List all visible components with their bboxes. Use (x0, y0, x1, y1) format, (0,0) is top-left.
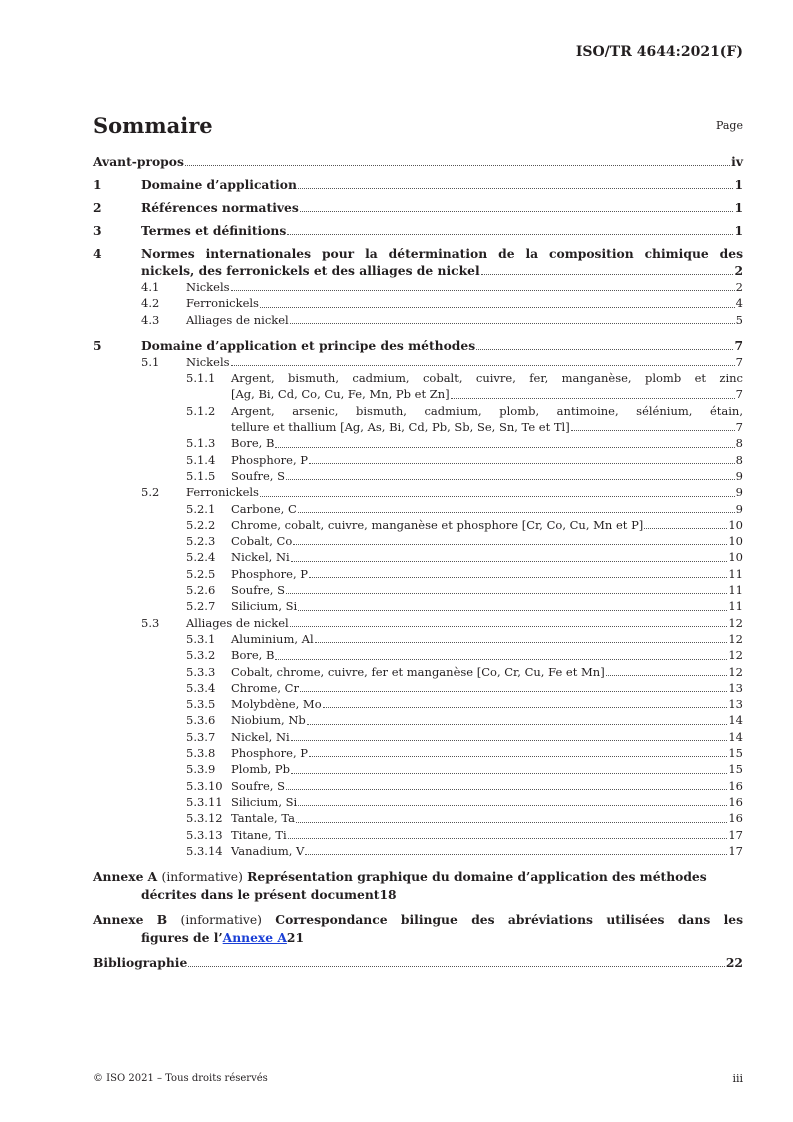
dot-leader (286, 479, 735, 480)
dot-leader (644, 528, 727, 529)
dot-leader (290, 626, 728, 627)
toc-entry-5-2-7[interactable]: 5.2.7 Silicium, Si 11 (186, 599, 743, 614)
toc-entry-5-2-5[interactable]: 5.2.5 Phosphore, P 11 (186, 566, 743, 581)
toc-entry-5-1-3[interactable]: 5.1.3 Bore, B 8 (186, 436, 743, 451)
dot-leader (296, 822, 727, 823)
toc-entry-5-1-1[interactable]: 5.1.1 Argent, bismuth, cadmium, cobalt, cuivre, fer, manganèse, plomb et zinc [Ag, Bi, Cd, Co, Cu, Fe, Mn, Pb et Zn] 7 (186, 371, 743, 402)
dot-leader (188, 966, 725, 967)
toc-entry-5-2-6[interactable]: 5.2.6 Soufre, S 11 (186, 583, 743, 598)
dot-leader (476, 349, 733, 350)
dot-leader (286, 789, 727, 790)
page-number: iii (732, 1072, 743, 1085)
annexe-a-link[interactable]: Annexe A (222, 930, 287, 946)
toc-entry-5-3[interactable]: 5.3 Alliages de nickel 12 (141, 615, 743, 630)
dot-leader (300, 691, 727, 692)
dot-leader (305, 854, 727, 855)
toc-entry-avant-propos[interactable]: Avant-propos iv (93, 154, 743, 169)
document-id: ISO/TR 4644:2021(F) (575, 44, 743, 60)
page-column-label: Page (715, 119, 743, 132)
toc-entry-2[interactable]: 2 Références normatives 1 (93, 200, 743, 215)
dot-leader (315, 642, 728, 643)
dot-leader (298, 805, 727, 806)
dot-leader (298, 512, 735, 513)
dot-leader (606, 675, 728, 676)
toc-entry-5-2-2[interactable]: 5.2.2 Chrome, cobalt, cuivre, manganèse et phosphore [Cr, Co, Cu, Mn et P] 10 (186, 517, 743, 532)
toc-entry-5-2-4[interactable]: 5.2.4 Nickel, Ni 10 (186, 550, 743, 565)
toc-entry-5-1-5[interactable]: 5.1.5 Soufre, S 9 (186, 468, 743, 483)
toc-entry-bibliographie[interactable]: Bibliographie 22 (93, 955, 743, 971)
toc-entry-5-3-8[interactable]: 5.3.8 Phosphore, P 15 (186, 746, 743, 761)
dot-leader (288, 838, 728, 839)
toc-entry-5-2-3[interactable]: 5.2.3 Cobalt, Co 10 (186, 534, 743, 549)
dot-leader (309, 577, 727, 578)
dot-leader (231, 365, 735, 366)
dot-leader (293, 544, 727, 545)
dot-leader (451, 398, 735, 399)
toc-entry-5-3-7[interactable]: 5.3.7 Nickel, Ni 14 (186, 729, 743, 744)
dot-leader (275, 447, 734, 448)
dot-leader (571, 430, 735, 431)
dot-leader (290, 323, 735, 324)
toc-entry-5-3-13[interactable]: 5.3.13 Titane, Ti 17 (186, 827, 743, 842)
dot-leader (275, 659, 727, 660)
dot-leader (260, 307, 735, 308)
dot-leader (298, 610, 727, 611)
toc-entry-5-3-10[interactable]: 5.3.10 Soufre, S 16 (186, 778, 743, 793)
toc-entry-1[interactable]: 1 Domaine d’application 1 (93, 177, 743, 192)
dot-leader (286, 593, 727, 594)
toc-entry-5-2-1[interactable]: 5.2.1 Carbone, C 9 (186, 501, 743, 516)
toc-entry-5[interactable]: 5 Domaine d’application et principe des méthodes 7 (93, 337, 743, 353)
dot-leader (291, 561, 728, 562)
toc-entry-5-3-6[interactable]: 5.3.6 Niobium, Nb 14 (186, 713, 743, 728)
toc-entry-5-1-2[interactable]: 5.1.2 Argent, arsenic, bismuth, cadmium, plomb, antimoine, sélénium, étain, tellure et thallium [Ag, As, Bi, Cd, Pb, Sb, Se, Sn, Te et Tl] 7 (186, 403, 743, 435)
toc-entry-5-3-4[interactable]: 5.3.4 Chrome, Cr 13 (186, 680, 743, 695)
toc-entry-4-2[interactable]: 4.2 Ferronickels 4 (141, 296, 743, 311)
dot-leader (291, 740, 728, 741)
toc-entry-3[interactable]: 3 Termes et définitions 1 (93, 223, 743, 238)
toc-entry-4-1[interactable]: 4.1 Nickels 2 (141, 280, 743, 294)
toc-entry-5-3-5[interactable]: 5.3.5 Molybdène, Mo 13 (186, 697, 743, 712)
dot-leader (260, 496, 735, 497)
dot-leader (185, 165, 730, 166)
dot-leader (300, 211, 734, 212)
dot-leader (298, 188, 734, 189)
dot-leader (309, 756, 727, 757)
toc-entry-4[interactable]: 4 Normes internationales pour la détermination de la composition chimique des nickels, des ferronickels et des alliages de nickel 2 (93, 246, 743, 278)
table-of-contents (93, 153, 743, 971)
dot-leader (309, 463, 735, 464)
toc-entry-5-3-11[interactable]: 5.3.11 Silicium, Si 16 (186, 794, 743, 809)
toc-entry-5-3-2[interactable]: 5.3.2 Bore, B 12 (186, 648, 743, 663)
toc-entry-5-3-14[interactable]: 5.3.14 Vanadium, V 17 (186, 843, 743, 858)
toc-entry-5-1-4[interactable]: 5.1.4 Phosphore, P 8 (186, 452, 743, 467)
copyright-notice: © ISO 2021 – Tous droits réservés (93, 1073, 268, 1084)
dot-leader (287, 234, 733, 235)
toc-entry-5-3-1[interactable]: 5.3.1 Aluminium, Al 12 (186, 631, 743, 646)
dot-leader (231, 290, 735, 291)
toc-entry-4-3[interactable]: 4.3 Alliages de nickel 5 (141, 312, 743, 327)
toc-entry-5-1[interactable]: 5.1 Nickels 7 (141, 354, 743, 369)
toc-entry-5-3-9[interactable]: 5.3.9 Plomb, Pb 15 (186, 762, 743, 777)
dot-leader (323, 707, 728, 708)
dot-leader (481, 274, 734, 275)
dot-leader (307, 724, 728, 725)
toc-entry-5-2[interactable]: 5.2 Ferronickels 9 (141, 485, 743, 500)
toc-entry-annexe-b[interactable]: Annexe B (informative) Correspondance bilingue des abréviations utilisées dans les figures de l’Annexe A 21 (93, 912, 744, 946)
toc-entry-5-3-3[interactable]: 5.3.3 Cobalt, chrome, cuivre, fer et manganèse [Co, Cr, Cu, Fe et Mn] 12 (186, 664, 743, 679)
toc-entry-5-3-12[interactable]: 5.3.12 Tantale, Ta 16 (186, 811, 743, 826)
dot-leader (291, 773, 727, 774)
page-title: Sommaire (93, 113, 213, 138)
toc-entry-annexe-a[interactable]: Annexe A (informative) Représentation graphique du domaine d’application des méthodes décrites dans le présent document 18 (93, 869, 707, 903)
